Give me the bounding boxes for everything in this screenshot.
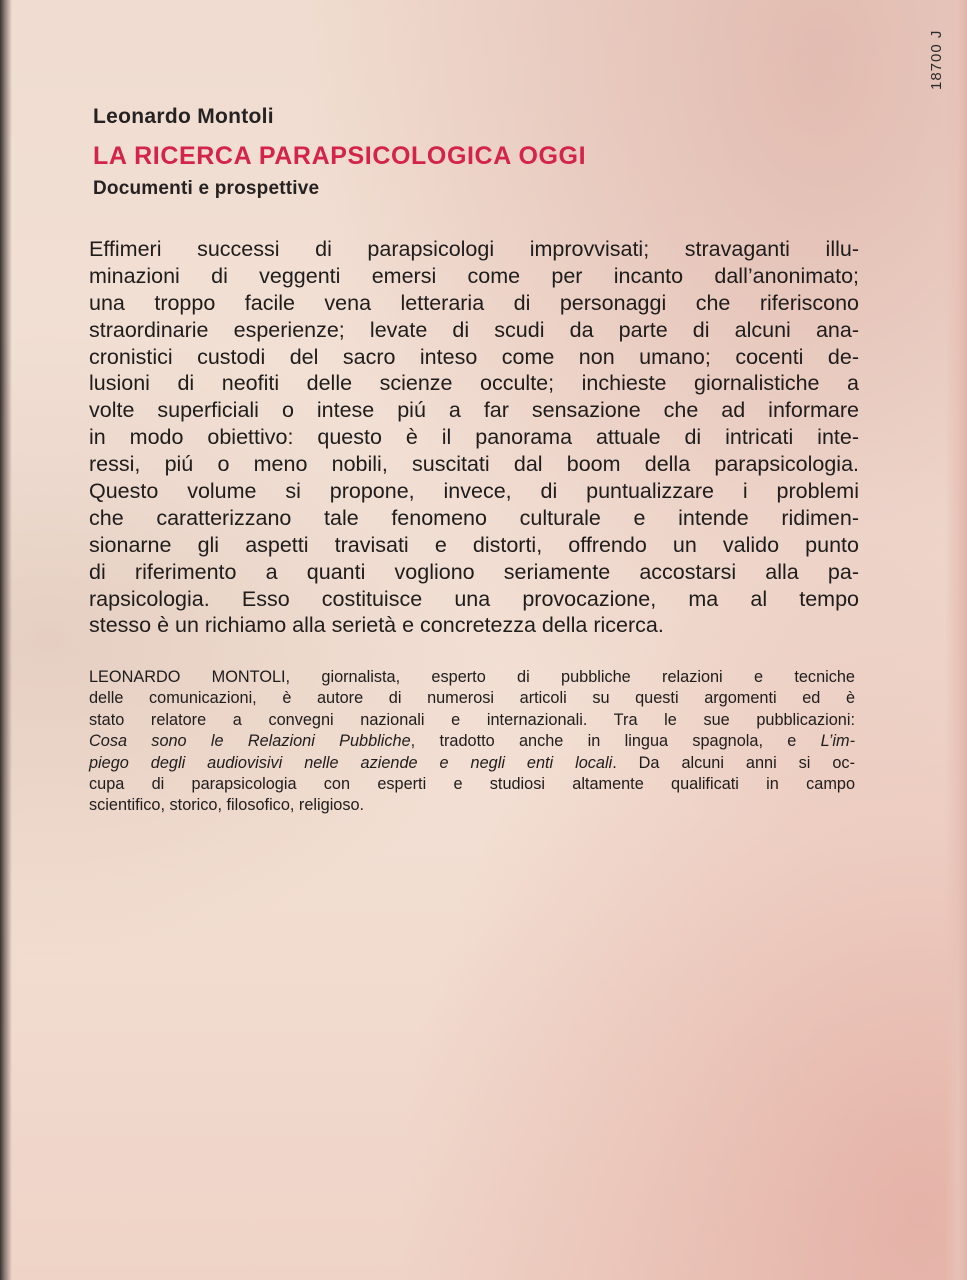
bio-line: scientifico, storico, filosofico, religioso. [89, 796, 365, 815]
bio-line: cupa di parapsicologia con esperti e studiosi altamente qualificati in campo [89, 774, 855, 793]
bio-line [89, 753, 855, 774]
author-bio [89, 667, 855, 817]
blurb-paragraph [89, 236, 859, 639]
blurb-line: straordinarie esperienze; levate di scudi da parte di alcuni ana- [89, 317, 859, 342]
bio-line: stato relatore a convegni nazionali e internazionali. Tra le sue pubblicazioni: [89, 710, 855, 729]
bio-text: . Da alcuni anni si oc- [612, 753, 855, 772]
blurb-line: ressi, piú o meno nobili, suscitati dal boom della parapsicologia. [89, 452, 859, 477]
book-subtitle: Documenti e prospettive [93, 178, 320, 199]
blurb-line: di riferimento a quanti vogliono seriamente accostarsi alla pa- [89, 559, 859, 584]
blurb-line: sionarne gli aspetti travisati e distorti, offrendo un valido punto [89, 532, 859, 557]
spine-shadow [0, 0, 12, 1280]
blurb-line: rapsicologia. Esso costituisce una provocazione, ma al tempo [89, 586, 859, 611]
blurb-line: stesso è un richiamo alla serietà e concretezza della ricerca. [89, 613, 664, 638]
blurb-line: che caratterizzano tale fenomeno culturale e intende ridimen- [89, 505, 859, 530]
blurb-line: minazioni di veggenti emersi come per incanto dall’anonimato; [89, 263, 859, 288]
author-name: Leonardo Montoli [93, 105, 274, 128]
blurb-line: volte superficiali o intese piú a far sensazione che ad informare [89, 398, 859, 423]
blurb-line: lusioni di neofiti delle scienze occulte; inchieste giornalistiche a [89, 371, 859, 396]
bio-line: LEONARDO MONTOLI, giornalista, esperto di pubbliche relazioni e tecniche [89, 668, 855, 686]
blurb-line: in modo obiettivo: questo è il panorama attuale di intricati inte- [89, 425, 859, 450]
blurb-line: cronistici custodi del sacro inteso come non umano; cocenti de- [89, 344, 859, 369]
catalog-code: 18700 J [928, 29, 945, 90]
publication-title: piego degli audiovisivi nelle aziende e negli enti locali [89, 753, 613, 772]
blurb-line: Questo volume si propone, invece, di puntualizzare i problemi [89, 479, 859, 504]
bio-text: , tradotto anche in lingua spagnola, e [410, 732, 821, 751]
bio-line: delle comunicazioni, è autore di numerosi articoli su questi argomenti ed è [89, 689, 855, 708]
bio-line [89, 731, 855, 752]
cover-edge [945, 0, 967, 1280]
publication-title: Cosa sono le Relazioni Pubbliche [89, 732, 411, 751]
book-title: LA RICERCA PARAPSICOLOGICA OGGI [93, 142, 587, 170]
blurb-line: una troppo facile vena letteraria di personaggi che riferiscono [89, 290, 859, 315]
blurb-line: Effimeri successi di parapsicologi improvvisati; stravaganti illu- [89, 237, 859, 261]
publication-title: L’im- [820, 732, 855, 751]
